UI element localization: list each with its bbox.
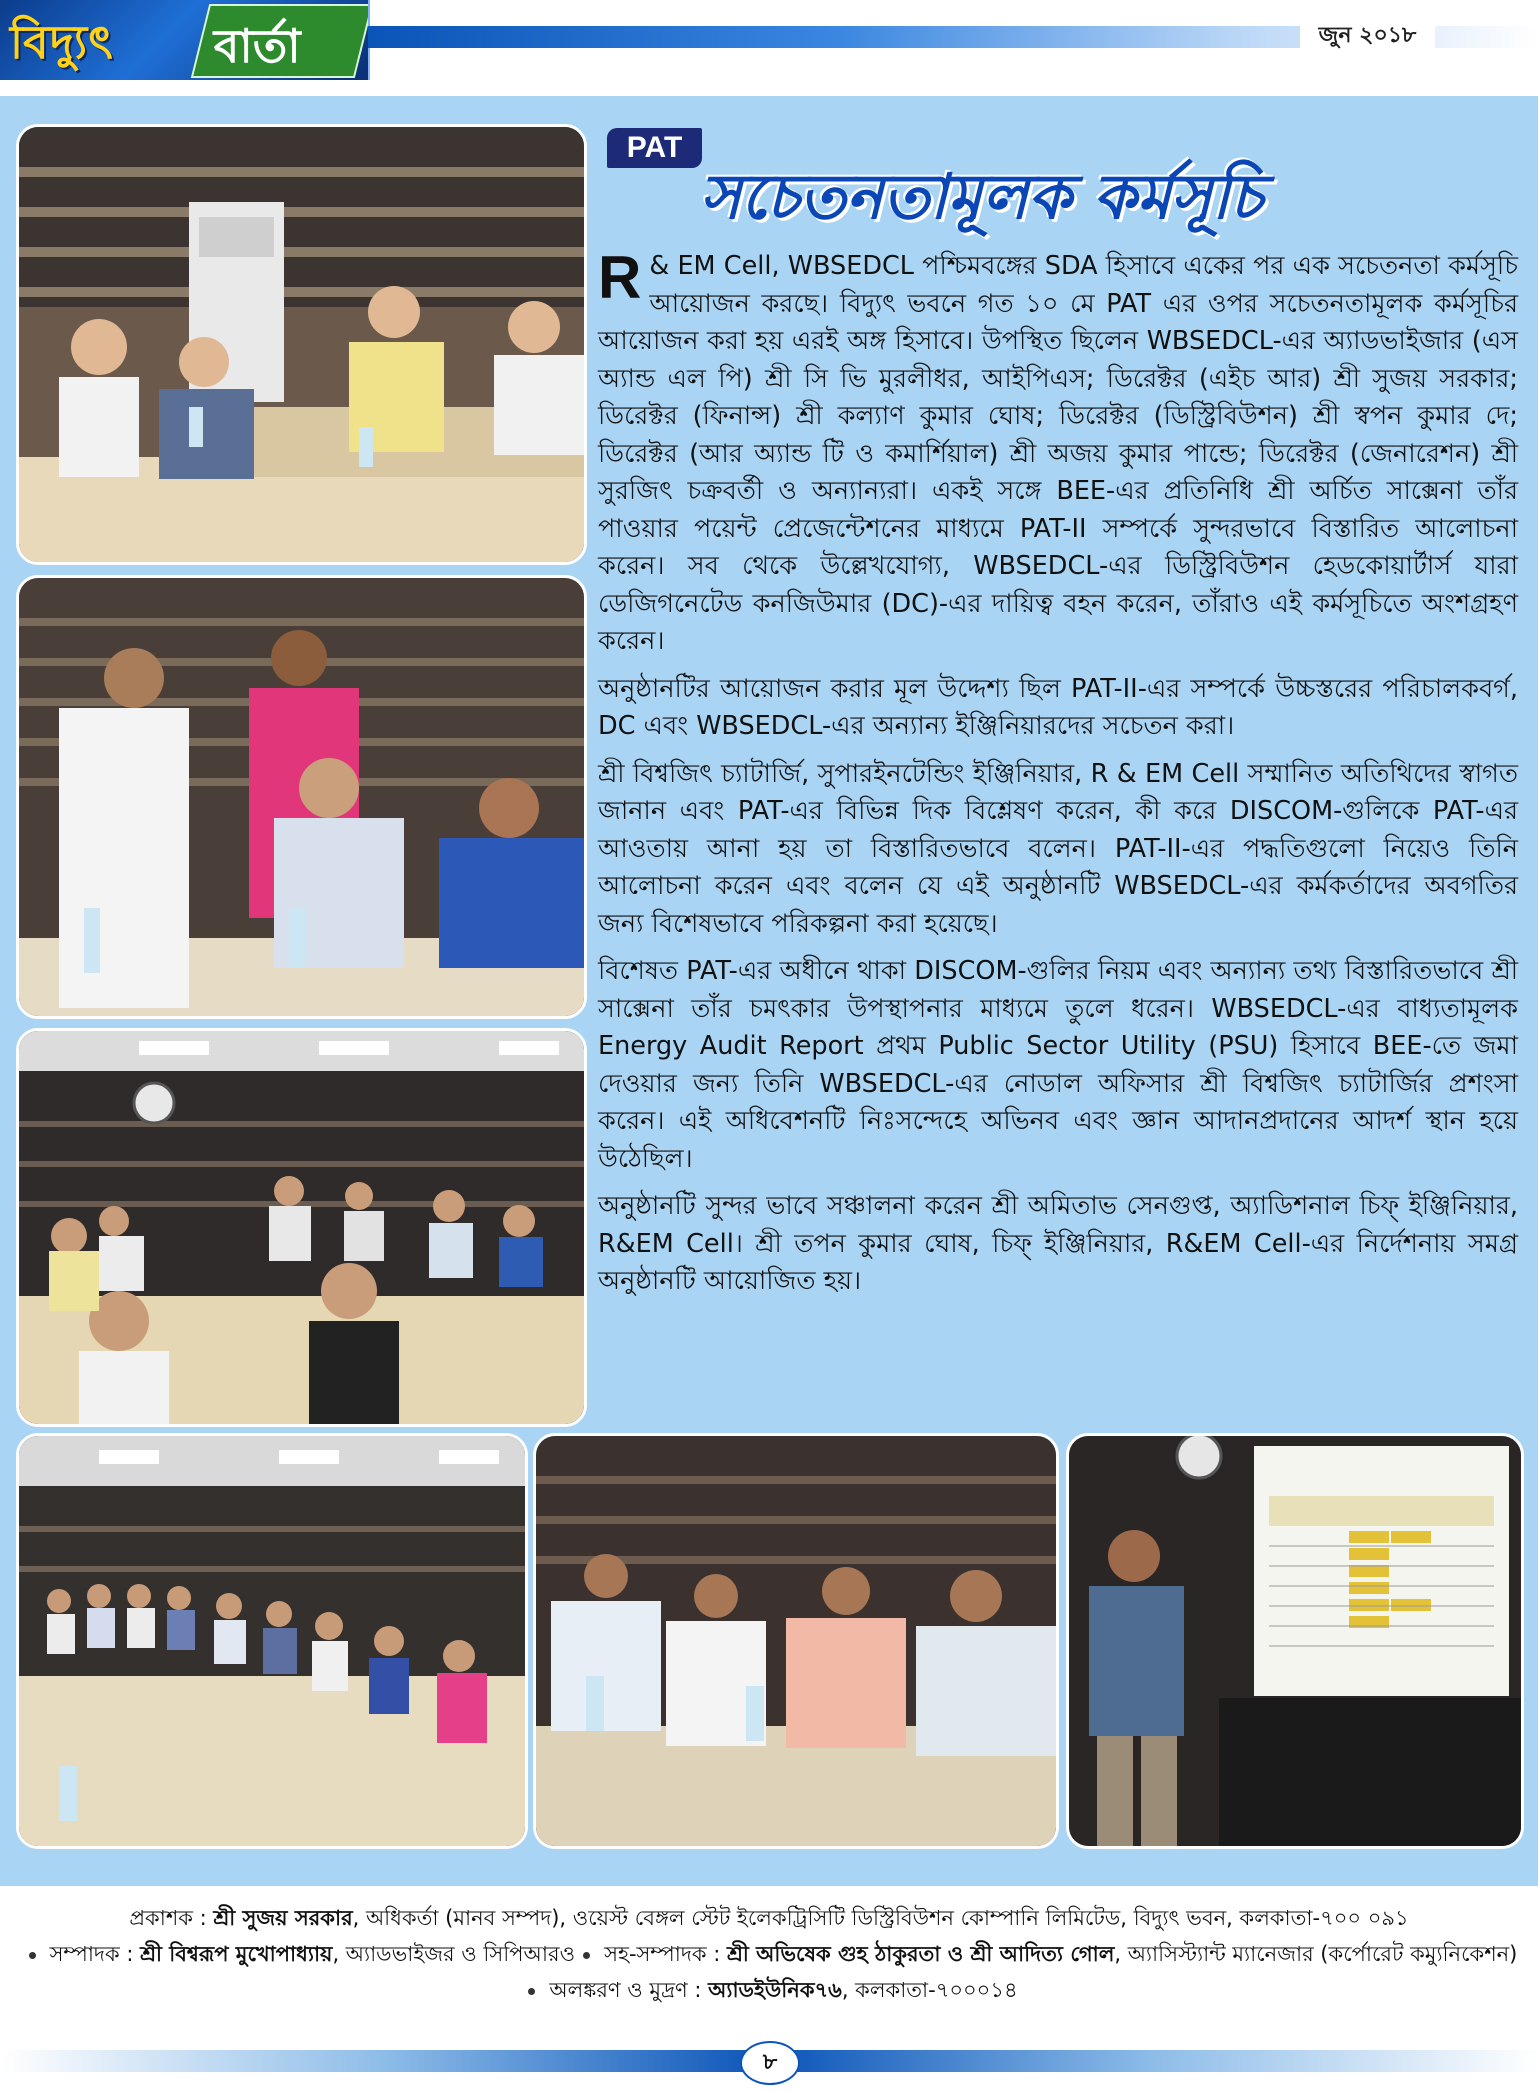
editor-label: সম্পাদক : <box>49 1942 141 1966</box>
editor-details: , অ্যাডভাইজর ও সিপিআরও <box>332 1942 576 1966</box>
coeditor-name: শ্রী অভিষেক গুহ ঠাকুরতা ও শ্রী আদিত্য গোল <box>727 1942 1115 1966</box>
pat-tag: PAT <box>607 128 702 168</box>
article-paragraph-5: অনুষ্ঠানটি সুন্দর ভাবে সঞ্চালনা করেন শ্রী অমিতাভ সেনগুপ্ত, অ্যাডিশনাল চিফ্ ইঞ্জিনিয়ার, R&EM Cell। শ্রী তপন কুমার ঘোষ, চিফ্ ইঞ্জিনিয়ার, R&EM Cell-এর নির্দেশনায় সমগ্র অনুষ্ঠানটি আয়োজিত হয়। <box>598 1191 1518 1296</box>
printer-name: অ্যাডইউনিক৭৬ <box>708 1978 842 2002</box>
coeditor-label: সহ-সম্পাদক : <box>604 1942 728 1966</box>
photo-audience-left-image <box>19 1436 525 1846</box>
drop-cap: R <box>598 244 642 311</box>
publisher-line <box>0 1900 1538 1936</box>
publisher-name: শ্রী সুজয় সরকার <box>213 1906 353 1930</box>
photo-conference-room-wide-image <box>19 1031 584 1424</box>
printer-label: অলঙ্করণ ও মুদ্রণ : <box>549 1978 709 2002</box>
photo-audience-center-image <box>536 1436 1056 1846</box>
photo-audience-left <box>16 1433 528 1849</box>
photo-presenter-screen-image <box>1069 1436 1521 1846</box>
editor-line <box>0 1936 1538 1972</box>
coeditor-details: , অ্যাসিস্ট্যান্ট ম্যানেজার (কর্পোরেট কম্যুনিকেশন) <box>1114 1942 1518 1966</box>
article-body <box>598 244 1518 1311</box>
logo <box>0 0 370 80</box>
photo-felicitation-image <box>19 578 584 1016</box>
logo-text-barta: বার্তা <box>213 19 301 73</box>
printer-line <box>0 1972 1538 2008</box>
photo-meeting-officials-image <box>19 127 584 562</box>
bullet-icon <box>583 1952 590 1959</box>
photo-felicitation <box>16 575 587 1019</box>
photo-audience-center <box>533 1433 1059 1849</box>
publisher-label: প্রকাশক : <box>129 1906 214 1930</box>
article-paragraph-1 <box>598 244 1518 661</box>
photo-conference-room-wide <box>16 1028 587 1427</box>
logo-badge <box>191 4 370 78</box>
footer-credits <box>0 1900 1538 2008</box>
article-paragraph-3: শ্রী বিশ্বজিৎ চ্যাটার্জি, সুপারইনটেন্ডিং ইঞ্জিনিয়ার, R & EM Cell সম্মানিত অতিথিদের স্বাগত জানান এবং PAT-এর বিভিন্ন দিক বিশ্লেষণ করেন, কী করে DISCOM-গুলিকে PAT-এর আওতায় আনা হয় তা বিস্তারিতভাবে বলেন। PAT-II-এর পদ্ধতিগুলো নিয়েও তিনি আলোচনা করেন এবং বলেন যে এই অনুষ্ঠানটি WBSEDCL-এর কর্মকর্তাদের অবগতির জন্য বিশেষভাবে পরিকল্পনা করা হয়েছে। <box>598 758 1518 939</box>
photo-presenter-screen <box>1066 1433 1524 1849</box>
article-title: সচেতনতামূলক কর্মসূচি <box>700 160 1263 233</box>
logo-text-bidyut: বিদ্যুৎ <box>10 15 114 69</box>
bullet-icon <box>528 1988 535 1995</box>
page-number: ৮ <box>740 2041 800 2085</box>
article-paragraph-2: অনুষ্ঠানটির আয়োজন করার মূল উদ্দেশ্য ছিল PAT-II-এর সম্পর্কে উচ্চস্তরের পরিচালকবর্গ, DC এবং WBSEDCL-এর অন্যান্য ইঞ্জিনিয়ারদের সচেতন করা। <box>598 673 1518 741</box>
article-paragraph-4: বিশেষত PAT-এর অধীনে থাকা DISCOM-গুলির নিয়ম এবং অন্যান্য তথ্য বিস্তারিতভাবে শ্রী সাক্সেনা তাঁর চমৎকার উপস্থাপনার মাধ্যমে তুলে ধরেন। WBSEDCL-এর বাধ্যতামূলক Energy Audit Report প্রথম Public Sector Utility (PSU) হিসাবে BEE-তে জমা দেওয়ার জন্য তিনি WBSEDCL-এর নোডাল অফিসার শ্রী বিশ্বজিৎ চ্যাটার্জির প্রশংসা করেন। এই অধিবেশনটি নিঃসন্দেহে অভিনব এবং জ্ঞান আদানপ্রদানের আদর্শ স্থান হয়ে উঠেছিল। <box>598 956 1518 1174</box>
printer-details: , কলকাতা-৭০০০১৪ <box>841 1978 1018 2002</box>
paragraph-text: & EM Cell, WBSEDCL পশ্চিমবঙ্গের SDA হিসাবে একের পর এক সচেতনতা কর্মসূচি আয়োজন করছে। বিদ্যুৎ ভবনে গত ১০ মে PAT এর ওপর সচেতনতামূলক কর্মসূচির আয়োজন করা হয় এরই অঙ্গ হিসাবে। উপস্থিত ছিলেন WBSEDCL-এর অ্যাডভাইজার (এস অ্যান্ড এল পি) শ্রী সি ভি মুরলীধর, আইপিএস; ডিরেক্টর (এইচ আর) শ্রী সুজয় সরকার; ডিরেক্টর (ফিনান্স) শ্রী কল্যাণ কুমার ঘোষ; ডিরেক্টর (ডিস্ট্রিবিউশন) শ্রী স্বপন কুমার দে; ডিরেক্টর (আর অ্যান্ড টি ও কমার্শিয়াল) শ্রী অজয় কুমার পান্ডে; ডিরেক্টর (জেনারেশন) শ্রী সুরজিৎ চক্রবর্তী ও অন্যান্যরা। একই সঙ্গে BEE-এর প্রতিনিধি শ্রী অর্চিত সাক্সেনা তাঁর পাওয়ার পয়েন্ট প্রেজেন্টেশনের মাধ্যমে PAT-II সম্পর্কে সুন্দরভাবে বিস্তারিত আলোচনা করেন। সব থেকে উল্লেখযোগ্য, WBSEDCL-এর ডিস্ট্রিবিউশন হেডকোয়ার্টার্স যারা ডেজিগনেটেড কনজিউমার (DC)-এর দায়িত্ব বহন করেন, তাঁরাও এই কর্মসূচিতে অংশগ্রহণ করেন। <box>598 251 1518 656</box>
issue-date: জুন ২০১৮ <box>1300 22 1435 50</box>
editor-name: শ্রী বিশ্বরূপ মুখোপাধ্যায় <box>140 1942 333 1966</box>
photo-meeting-officials <box>16 124 587 565</box>
bullet-icon <box>29 1952 36 1959</box>
publisher-details: , অধিকর্তা (মানব সম্পদ), ওয়েস্ট বেঙ্গল স্টেট ইলেকট্রিসিটি ডিস্ট্রিবিউশন কোম্পানি লিমিটেড, বিদ্যুৎ ভবন, কলকাতা-৭০০ ০৯১ <box>352 1906 1409 1930</box>
